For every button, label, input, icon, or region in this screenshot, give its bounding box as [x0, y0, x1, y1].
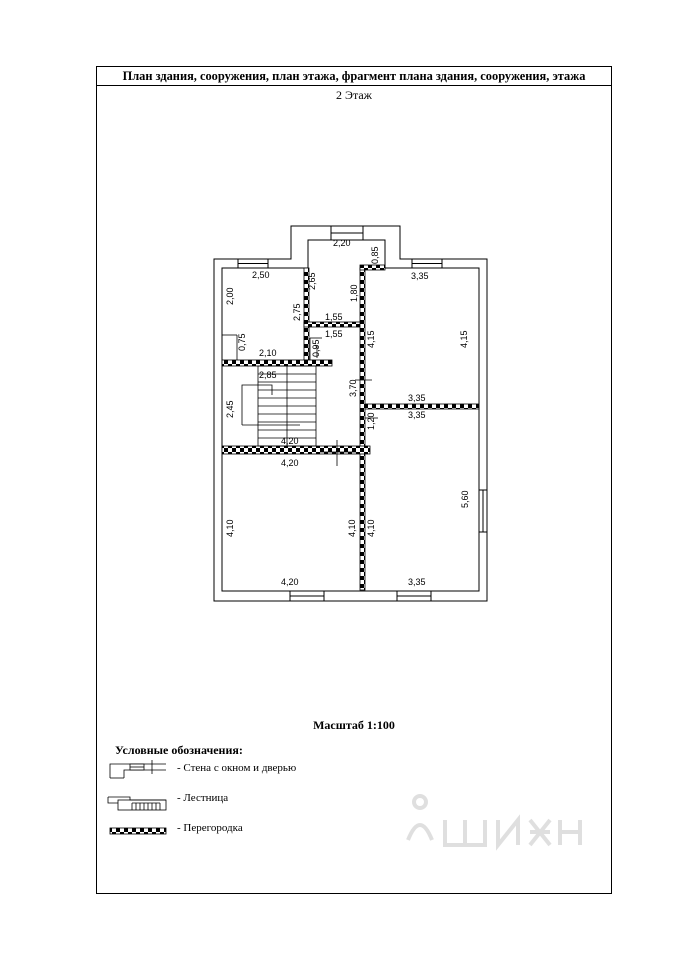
dim-2-20: 2,20 [333, 238, 351, 248]
partitions [222, 265, 479, 590]
dim-0-75: 0,75 [237, 333, 247, 351]
dim-4-15-b: 4,15 [459, 330, 469, 348]
partition-stair-top [222, 360, 332, 366]
dim-1-55-b: 1,55 [325, 329, 343, 339]
dim-3-35-mid-a: 3,35 [408, 393, 426, 403]
dim-4-20-a: 4,20 [281, 436, 299, 446]
legend-title: Условные обозначения: [115, 743, 243, 757]
dim-4-20-b: 4,20 [281, 458, 299, 468]
dim-2-85: 2,85 [259, 370, 277, 380]
legend-stairs-symbol [108, 797, 166, 810]
watermark-logo [390, 790, 590, 860]
dim-3-35-bottom: 3,35 [408, 577, 426, 587]
dim-1-55-a: 1,55 [325, 312, 343, 322]
dim-2-75: 2,75 [292, 303, 302, 321]
dim-4-10-a: 4,10 [225, 519, 235, 537]
staircase [242, 366, 316, 446]
legend-partition-label: - Перегородка [177, 822, 243, 834]
floor-label: 2 Этаж [336, 88, 372, 102]
dim-2-50: 2,50 [252, 270, 270, 280]
exterior-wall [214, 226, 487, 601]
partition-stair-bottom [222, 446, 370, 454]
legend-partition-symbol [110, 828, 166, 834]
document-title: План здания, сооружения, план этажа, фрагмент плана здания, сооружения, этажа [97, 67, 611, 86]
legend-wall-symbol [110, 760, 166, 778]
dim-4-10-c: 4,10 [366, 519, 376, 537]
dim-4-20-c: 4,20 [281, 577, 299, 587]
scale-label: Масштаб 1:100 [313, 718, 395, 732]
partition-right-middle [365, 404, 479, 409]
legend-stairs-label: - Лестница [177, 792, 229, 804]
dim-3-35-top: 3,35 [411, 271, 429, 281]
dim-0-85: 0,85 [370, 246, 380, 264]
dim-0-95: 0,95 [311, 339, 321, 357]
legend-wall-label: - Стена с окном и дверью [177, 762, 297, 774]
dim-2-65: 2,65 [307, 272, 317, 290]
dim-2-00: 2,00 [225, 287, 235, 305]
dim-1-80: 1,80 [349, 284, 359, 302]
dim-4-10-b: 4,10 [347, 519, 357, 537]
dim-3-70: 3,70 [348, 379, 358, 397]
dim-5-60: 5,60 [460, 490, 470, 508]
dim-1-20: 1,20 [366, 412, 376, 430]
dim-2-10: 2,10 [259, 348, 277, 358]
dim-4-15-a: 4,15 [366, 330, 376, 348]
partition-corridor [304, 322, 361, 327]
partition-center-vertical [360, 268, 365, 590]
dim-2-45: 2,45 [225, 400, 235, 418]
partition-top-stub [360, 265, 385, 270]
dim-3-35-mid-b: 3,35 [408, 410, 426, 420]
